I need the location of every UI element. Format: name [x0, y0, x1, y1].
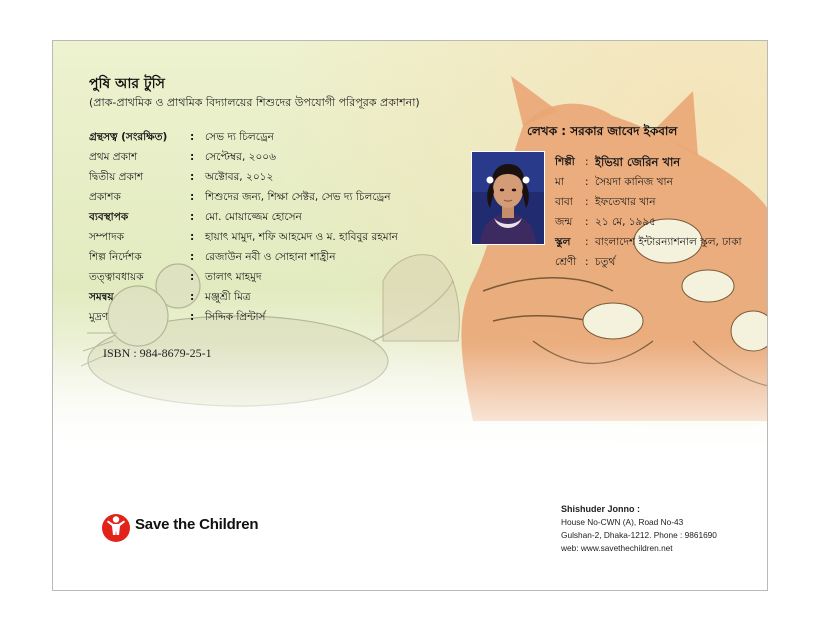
- isbn-number: ISBN : 984-8679-25-1: [103, 346, 212, 360]
- credit-value: রেজাউন নবী ও সোহানা শাহ্রীন: [205, 251, 336, 263]
- artist-colon: :: [585, 256, 589, 268]
- artist-colon: :: [585, 156, 589, 168]
- credit-colon: :: [190, 151, 195, 163]
- book-subtitle: (প্রাক-প্রাথমিক ও প্রাথমিক বিদ্যালয়ের শিশুদের উপযোগী পরিপূরক প্রকাশনা): [89, 96, 420, 109]
- address-line: Gulshan-2, Dhaka-1212. Phone : 9861690: [561, 530, 717, 540]
- writer-credit: লেখক : সরকার জাবেদ ইকবাল: [527, 124, 678, 138]
- artist-value: ২১ মে, ১৯৯৫: [595, 216, 656, 228]
- credit-row-coordinator: [89, 287, 489, 307]
- credit-label: দ্বিতীয় প্রকাশ: [89, 171, 144, 183]
- credit-colon: :: [190, 271, 195, 283]
- credit-value: হায়াৎ মামুদ, শফি আহমেদ ও ম. হাবিবুর রহমান: [205, 231, 398, 243]
- credit-colon: :: [190, 211, 195, 223]
- credit-colon: :: [190, 251, 195, 263]
- credit-value: তালাৎ মাহমুদ: [205, 271, 262, 283]
- address-block: [561, 503, 766, 555]
- credit-label: প্রকাশক: [89, 191, 121, 203]
- credit-value: অক্টোবর, ২০১২: [205, 171, 274, 183]
- credit-label: শিল্প নির্দেশক: [89, 251, 142, 263]
- save-the-children-logo: [101, 509, 281, 545]
- artist-value: চতুর্থ: [595, 256, 616, 268]
- credits-list: [89, 127, 489, 327]
- credit-value: সিদ্দিক প্রিন্টার্স: [205, 311, 266, 323]
- credit-colon: :: [190, 311, 195, 323]
- credit-value: সেভ দ্য চিলড্রেন: [205, 131, 274, 143]
- artist-row-mother: [555, 172, 765, 192]
- artist-value: বাংলাদেশ ইন্টারন্যাশনাল স্কুল, ঢাকা: [595, 236, 742, 248]
- address-title: Shishuder Jonno :: [561, 504, 641, 514]
- credit-label: মুদ্রণ: [89, 311, 109, 323]
- credit-value: সেপ্টেম্বর, ২০০৬: [205, 151, 276, 163]
- artist-label: বাবা: [555, 196, 573, 208]
- artist-photo: [471, 151, 545, 245]
- artist-row-school: [555, 232, 765, 252]
- credit-row-second-edition: [89, 167, 489, 187]
- logo-text: Save the Children: [135, 516, 259, 533]
- copyright-page: [52, 40, 768, 591]
- artist-label: শিল্পী: [555, 156, 575, 168]
- credit-label: প্রথম প্রকাশ: [89, 151, 138, 163]
- credit-value: শিশুদের জন্য, শিক্ষা সেক্টর, সেভ দ্য চিলড্রেন: [205, 191, 391, 203]
- artist-colon: :: [585, 196, 589, 208]
- credit-label: গ্রন্থসত্ব (সংরক্ষিত): [89, 131, 168, 143]
- credit-colon: :: [190, 191, 195, 203]
- credit-value: মঞ্জুশ্রী মিত্র: [205, 291, 251, 303]
- credit-value: মো. মোয়াজ্জেম হোসেন: [205, 211, 302, 223]
- credit-row-first-edition: [89, 147, 489, 167]
- address-website-link[interactable]: web: www.savethechildren.net: [561, 543, 673, 553]
- credit-label: তত্ত্বাবধায়ক: [89, 271, 144, 283]
- address-line: House No-CWN (A), Road No-43: [561, 517, 684, 527]
- artist-value: ইফতেখার খান: [595, 196, 656, 208]
- credit-row-supervisor: [89, 267, 489, 287]
- book-title: পুষি আর টুসি: [89, 76, 165, 92]
- artist-colon: :: [585, 236, 589, 248]
- credit-row-manager: [89, 207, 489, 227]
- credit-row-editor: [89, 227, 489, 247]
- artist-colon: :: [585, 216, 589, 228]
- artist-row-class: [555, 252, 765, 272]
- credit-colon: :: [190, 131, 195, 143]
- artist-row-father: [555, 192, 765, 212]
- credit-label: ব্যবস্থাপক: [89, 211, 129, 223]
- artist-row-name: [555, 152, 765, 172]
- artist-label: মা: [555, 176, 564, 188]
- artist-value: ইভিয়া জেরিন খান: [595, 155, 681, 169]
- save-the-children-logo-icon: [101, 511, 131, 543]
- artist-label: জন্ম: [555, 216, 573, 228]
- credit-row-art-director: [89, 247, 489, 267]
- artist-row-birth: [555, 212, 765, 232]
- credit-row-copyright: [89, 127, 489, 147]
- artist-label: শ্রেণী: [555, 256, 577, 268]
- girl-portrait-icon: [472, 152, 544, 244]
- credit-row-publisher: [89, 187, 489, 207]
- credit-colon: :: [190, 231, 195, 243]
- credit-row-printer: [89, 307, 489, 327]
- artist-label: স্কুল: [555, 236, 571, 248]
- artist-details: [555, 152, 765, 272]
- credit-colon: :: [190, 171, 195, 183]
- artist-colon: :: [585, 176, 589, 188]
- credit-colon: :: [190, 291, 195, 303]
- artist-value: সৈয়দা কানিজ খান: [595, 176, 673, 188]
- credit-label: সমন্বয়: [89, 291, 114, 303]
- credit-label: সম্পাদক: [89, 231, 125, 243]
